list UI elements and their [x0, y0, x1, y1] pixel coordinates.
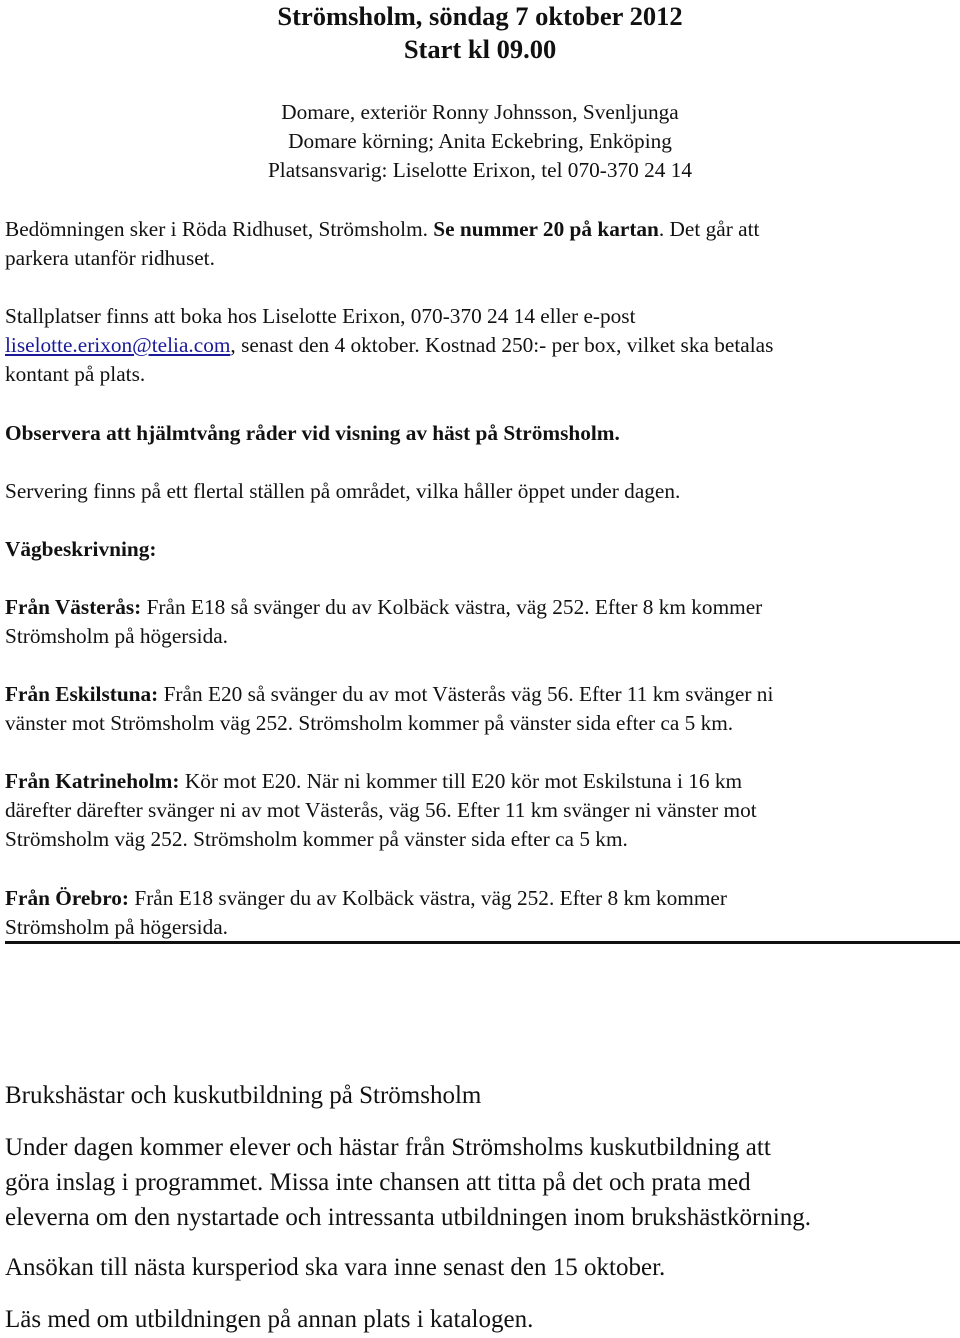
- email-link[interactable]: liselotte.erixon@telia.com: [5, 333, 231, 357]
- stalls-line-1: Stallplatser finns att boka hos Liselotte Erixon, 070-370 24 14 eller e-post: [5, 304, 636, 328]
- location-tail: . Det går att: [658, 217, 760, 241]
- stalls-line-3: kontant på plats.: [5, 362, 146, 386]
- judge-exterior: Domare, exteriör Ronny Johnsson, Svenljunga: [281, 100, 679, 124]
- map-number-note: Se nummer 20 på kartan: [433, 217, 659, 241]
- stalls-line-2: [5, 331, 773, 360]
- direction-orebro-line-2: Strömsholm på högersida.: [5, 915, 229, 939]
- food-notice: Servering finns på ett flertal ställen på området, vilka håller öppet under dagen.: [5, 479, 681, 503]
- direction-vasteras-line-1: Från Västerås: Från E18 så svänger du av Kolbäck västra, väg 252. Efter 8 km kommer: [5, 595, 763, 619]
- direction-vasteras-line-2: Strömsholm på högersida.: [5, 624, 229, 648]
- event-date-title: Strömsholm, söndag 7 oktober 2012: [277, 1, 683, 31]
- section-divider: [5, 941, 960, 944]
- judge-driving: Domare körning; Anita Eckebring, Enköping: [288, 129, 672, 153]
- training-para1-line-2: göra inslag i programmet. Missa inte chansen att titta på det och prata med: [5, 1169, 751, 1196]
- training-heading: Brukshästar och kuskutbildning på Strömsholm: [5, 1082, 482, 1109]
- direction-label: Från Örebro:: [5, 886, 130, 910]
- direction-eskilstuna-line-1: Från Eskilstuna: Från E20 så svänger du av mot Västerås väg 56. Efter 11 km svänger ni: [5, 682, 774, 706]
- site-manager: Platsansvarig: Liselotte Erixon, tel 070-370 24 14: [267, 158, 693, 182]
- direction-katrineholm-line-3: Strömsholm väg 252. Strömsholm kommer på vänster sida efter ca 5 km.: [5, 827, 628, 851]
- stalls-deadline-text: , senast den 4 oktober. Kostnad 250:- per box, vilket ska betalas: [230, 333, 774, 357]
- location-line-2: parkera utanför ridhuset.: [5, 246, 215, 270]
- training-para1-line-3: eleverna om den nystartade och intressanta utbildningen inom brukshästkörning.: [5, 1204, 812, 1231]
- direction-eskilstuna-line-2: vänster mot Strömsholm väg 252. Strömsholm kommer på vänster sida efter ca 5 km.: [5, 711, 734, 735]
- direction-orebro-line-1: Från Örebro: Från E18 svänger du av Kolbäck västra, väg 252. Efter 8 km kommer: [5, 886, 727, 910]
- direction-label: Från Katrineholm:: [5, 769, 180, 793]
- location-line-1: [5, 215, 759, 244]
- location-lead: Bedömningen sker i Röda Ridhuset, Strömsholm.: [5, 217, 434, 241]
- directions-heading: Vägbeskrivning:: [5, 537, 157, 561]
- training-para1-line-1: Under dagen kommer elever och hästar från Strömsholms kuskutbildning att: [5, 1134, 771, 1161]
- start-time-title: Start kl 09.00: [403, 34, 557, 64]
- application-deadline: Ansökan till nästa kursperiod ska vara inne senast den 15 oktober.: [5, 1254, 666, 1281]
- direction-katrineholm-line-1: Från Katrineholm: Kör mot E20. När ni kommer till E20 kör mot Eskilstuna i 16 km: [5, 769, 743, 793]
- helmet-notice: Observera att hjälmtvång råder vid visning av häst på Strömsholm.: [5, 421, 620, 445]
- direction-katrineholm-line-2: därefter därefter svänger ni av mot Västerås, väg 56. Efter 11 km svänger ni vänster mot: [5, 798, 757, 822]
- direction-label: Från Eskilstuna:: [5, 682, 159, 706]
- catalog-reference: Läs med om utbildningen på annan plats i katalogen.: [5, 1306, 534, 1333]
- direction-label: Från Västerås:: [5, 595, 142, 619]
